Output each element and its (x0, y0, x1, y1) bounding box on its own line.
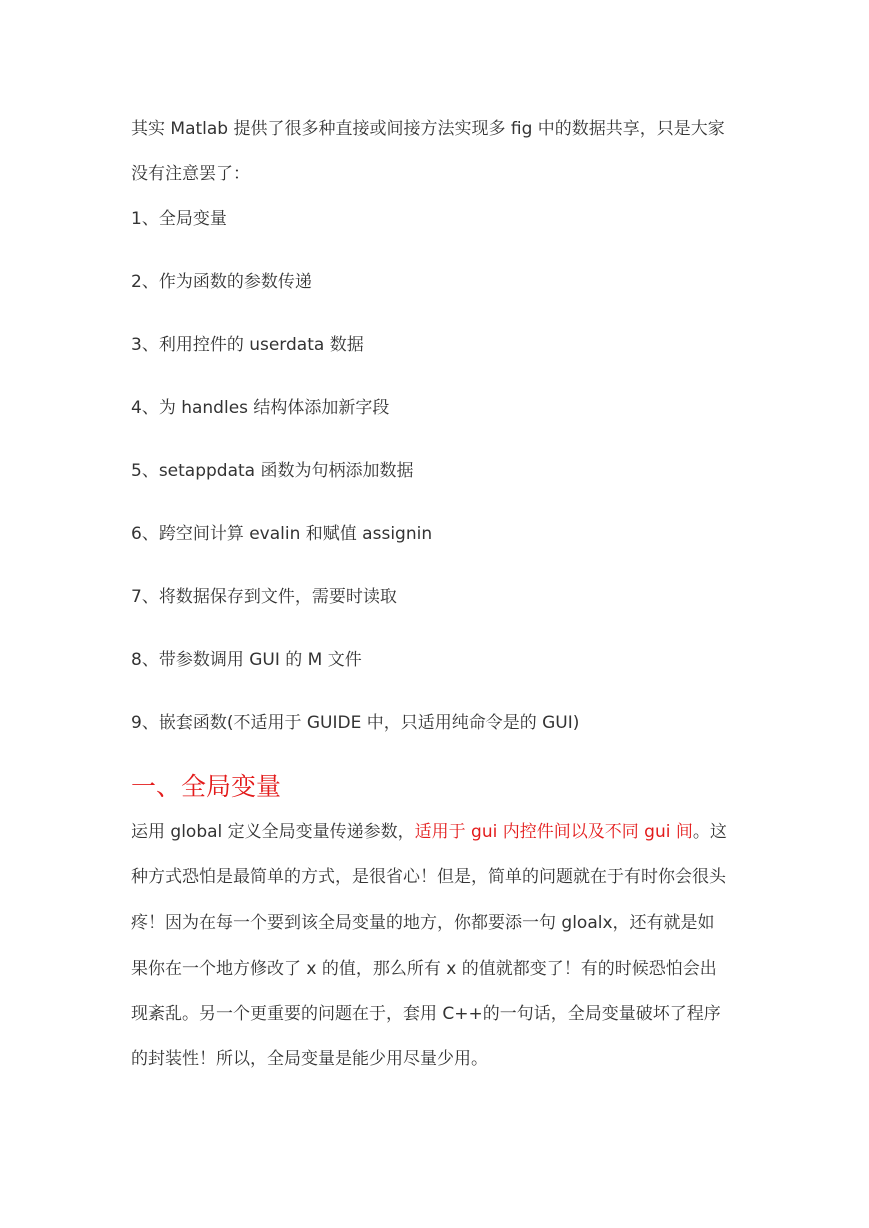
paragraph-text: 。这 (692, 822, 727, 842)
intro-line-2: 没有注意罢了： (131, 164, 250, 184)
list-item: 1、全局变量 (131, 209, 227, 229)
paragraph-line: 种方式恐怕是最简单的方式，是很省心！但是，简单的问题就在于有时你会很头 (131, 867, 726, 887)
list-item: 7、将数据保存到文件，需要时读取 (131, 587, 397, 607)
paragraph-line: 疼！因为在每一个要到该全局变量的地方，你都要添一句 gloalx，还有就是如 (131, 913, 715, 933)
list-item: 9、嵌套函数(不适用于 GUIDE 中，只适用纯命令是的 GUI) (131, 713, 580, 733)
paragraph-line: 现紊乱。另一个更重要的问题在于，套用 C++的一句话，全局变量破坏了程序 (131, 1004, 721, 1024)
paragraph-text: 运用 global 定义全局变量传递参数， (131, 822, 415, 842)
list-item: 4、为 handles 结构体添加新字段 (131, 398, 390, 418)
paragraph-line (131, 821, 727, 843)
paragraph-line: 果你在一个地方修改了 x 的值，那么所有 x 的值就都变了！有的时候恐怕会出 (131, 959, 717, 979)
intro-line-1: 其实 Matlab 提供了很多种直接或间接方法实现多 fig 中的数据共享，只是大家 (131, 119, 725, 139)
list-item: 3、利用控件的 userdata 数据 (131, 335, 364, 355)
list-item: 5、setappdata 函数为句柄添加数据 (131, 461, 414, 481)
list-item: 2、作为函数的参数传递 (131, 272, 312, 292)
list-item: 6、跨空间计算 evalin 和赋值 assignin (131, 524, 433, 544)
paragraph-line: 的封装性！所以，全局变量是能少用尽量少用。 (131, 1049, 488, 1069)
list-item: 8、带参数调用 GUI 的 M 文件 (131, 650, 362, 670)
section-heading: 一、全局变量 (131, 772, 282, 801)
highlighted-text: 适用于 gui 内控件间以及不同 gui 间 (414, 822, 693, 842)
